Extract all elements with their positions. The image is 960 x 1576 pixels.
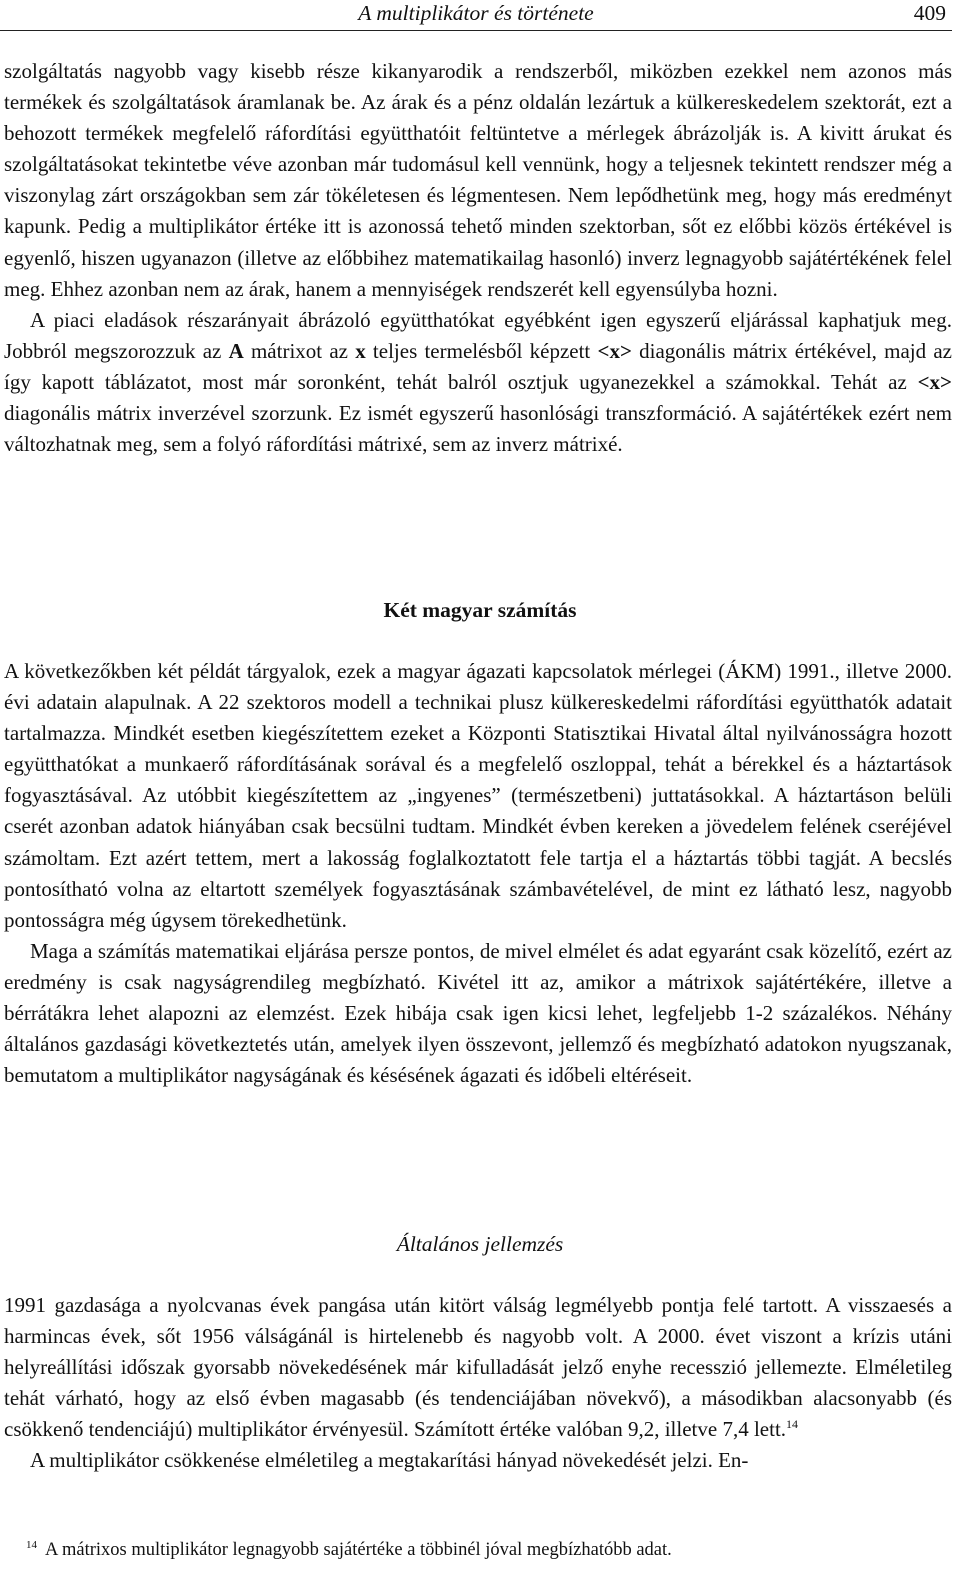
intro-text <box>4 56 952 460</box>
page-number: 409 <box>913 1 946 25</box>
running-title: A multiplikátor és története <box>358 1 594 25</box>
section-heading: Két magyar számítás <box>383 598 577 622</box>
text-run: diagonális mátrix értékével, majd az így kapott táblázatot, most már soronként, tehát balról osztjuk ugyanezekkel a számokkal. Tehát az <box>4 338 952 394</box>
text-run: teljes termelésből képzett <box>365 338 598 363</box>
text-run: 1991 gazdasága a nyolcvanas évek pangása után kitört válság legmélyebb pontja felé tartott. A visszaesés a harmincas évek, sőt 1956 válságánál is hirtelenebb és nagyobb volt. A 2000. évet viszont a krízis utáni helyreállítási időszak gyorsabb növekedésének már kifulladását jelző enyhe recesszió jellemezte. Elméletileg tehát várható, hogy az első évben magasabb (és tendenciájában növekvő), a másodikban alacsonyabb (és csökkenő tendenciájú) multiplikátor érvényesül. Számított értéke valóban 9,2, illetve 7,4 lett. <box>4 1293 952 1442</box>
paragraph <box>4 305 952 460</box>
diagonal-matrix-symbol: <x> <box>917 369 952 394</box>
paragraph: A következőkben két példát tárgyalok, ezek a magyar ágazati kapcsolatok mérlegei (ÁKM) 1991., illetve 2000. évi adatain alapulnak. A 22 szektoros modell a technikai plusz külkereskedelmi ráfordítási együtthatók adatait tartalmazza. Mindkét esetben kiegészítettem ezeket a Központi Statisztikai Hivatal által nyilvánosságra hozott együtthatókat a munkaerő ráfordításának sorával és a megfelelő oszloppal, tehát a bérekkel és a háztartások fogyasztásával. Az utóbbit kiegészítettem az „ingyenes” (természetbeni) juttatásokkal. A háztartáson belüli cserét azonban adatok hiányában csak becsülni tudtam. Mindkét évben kereken a jövedelem felének cseréjével számoltam. Ezt azért tettem, mert a lakosság foglalkoztatott fele tartja el a háztartás többi tagját. A becslés pontosítható volna az eltartott személyek fogyasztásának számbavételével, de mint ez látható lesz, nagyobb pontosságra még úgysem törekedhetünk. <box>4 659 952 932</box>
paragraph: Maga a számítás matematikai eljárása persze pontos, de mivel elmélet és adat egyaránt csak közelítő, ezért az eredmény is csak nagyságrendileg megbízható. Kivétel itt az, amikor a mátrixok sajátértékére, illetve a bérrátákra lehet alapozni az elemzést. Ezek hibája csak igen kicsi lehet, legfeljebb 1-2 százalékos. Néhány általános gazdasági következtetés után, amelyek ilyen összevont, jellemző és megbízható adatokon nyugszanak, bemutatom a multiplikátor nagyságának és késésének ágazati és időbeli eltéréseit. <box>4 938 952 1088</box>
matrix-symbol: A <box>228 338 244 363</box>
text-run: diagonális mátrix inverzével szorzunk. Ez ismét egyszerű hasonlósági transzformáció. A sajátértékek ezért nem változhatnak meg, sem a folyó ráfordítási mátrixé, sem az inverz mátrixé. <box>4 401 952 457</box>
running-header <box>0 0 952 31</box>
diagonal-matrix-symbol: <x> <box>597 338 632 363</box>
subsection-text <box>4 1290 952 1477</box>
subsection-heading: Általános jellemzés <box>396 1232 564 1256</box>
text-run: A piaci eladások részarányait ábrázoló együtthatókat egyébként igen egyszerű eljárással kaphatjuk meg. Jobbról megszorozzuk az <box>4 307 952 363</box>
paragraph: szolgáltatás nagyobb vagy kisebb része kikanyarodik a rendszerből, miközben ezekkel nem azonos más termékek és szolgáltatások áramlanak be. Az árak és a pénz oldalán lezártuk a külkereskedelem szektorát, ezt a behozott termékek megfelelő ráfordítási együtthatóit feltüntetve a mérlegek ábrázolják is. A kivitt árukat és szolgáltatásokat tekintetbe véve azonban már tudomásul kell vennünk, hogy a teljesnek tekintett rendszer még a viszonylag zárt országokban sem zár tökéletesen és légmentesen. Nem lepődhetünk meg, hogy más eredményt kapunk. Pedig a multiplikátor értéke itt is azonossá tehető minden szektorban, sőt ez előbbi közös értékével is egyenlő, hiszen ugyanazon (illetve az előbbihez matematikailag hasonló) inverz legnagyobb sajátértékének felel meg. Ehhez azonban nem az árak, hanem a mennyiségek rendszerét kell egyensúlyba hozni. <box>4 59 952 301</box>
footnote-text: A mátrixos multiplikátor legnagyobb sajátértéke a többinél jóval megbízhatóbb adat. <box>45 1540 672 1560</box>
vector-symbol: x <box>355 338 366 363</box>
footnote-number: 14 <box>26 1539 37 1551</box>
text-run: mátrixot az <box>243 338 356 363</box>
footnote-reference[interactable]: 14 <box>786 1417 799 1432</box>
footnote <box>26 1538 672 1562</box>
paragraph: A multiplikátor csökkenése elméletileg a megtakarítási hányad növekedését jelzi. En- <box>30 1448 749 1473</box>
section-text <box>4 656 952 1091</box>
paragraph <box>4 1290 952 1445</box>
